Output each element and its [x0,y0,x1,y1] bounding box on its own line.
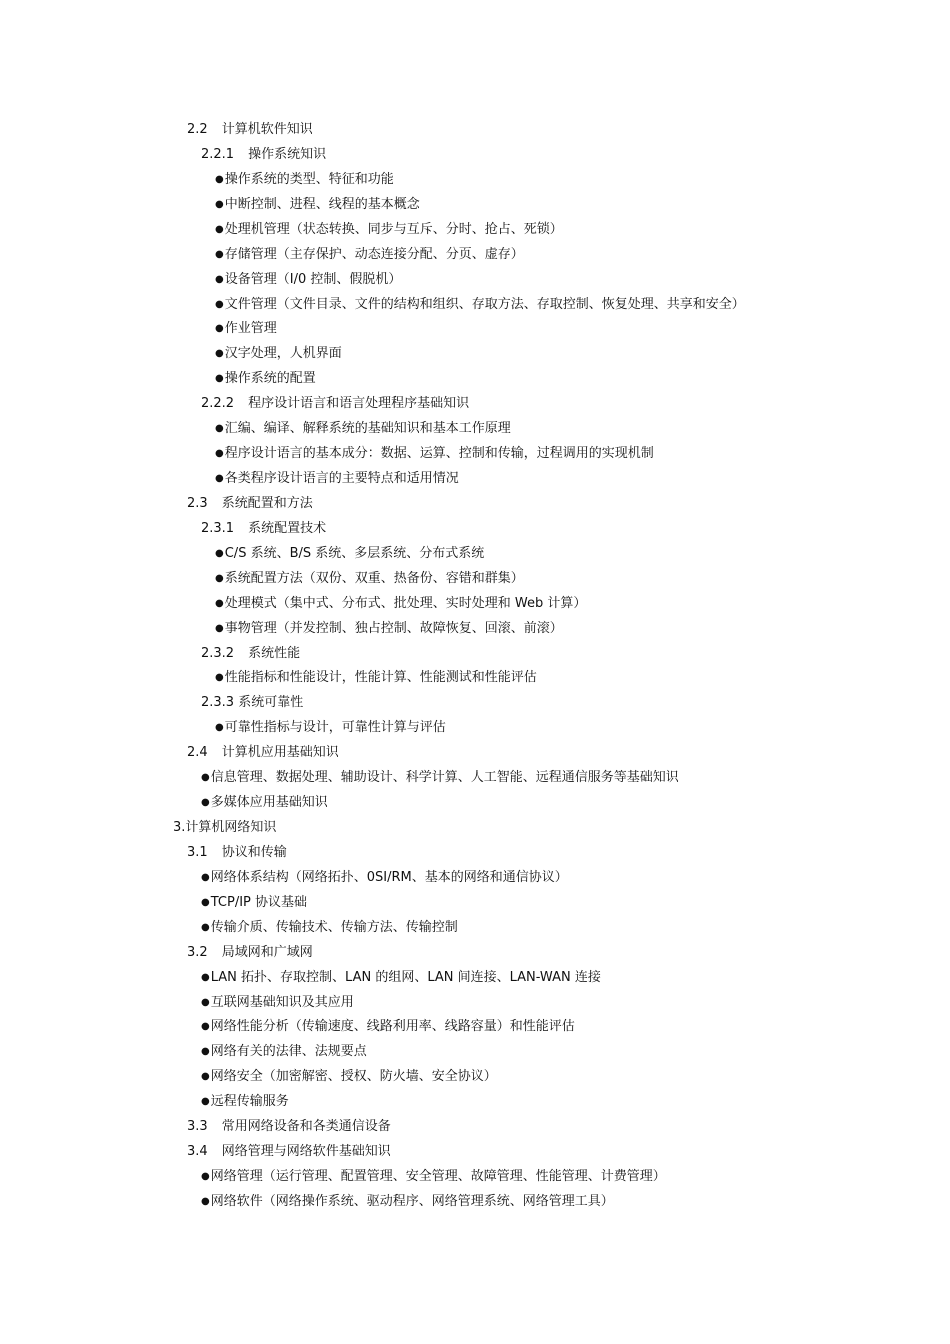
section-heading [0,694,950,712]
line-text: 存储管理（主存保护、动态连接分配、分页、虚存） [224,247,524,262]
line-text: C/S 系统、B/S 系统、多层系统、分布式系统 [224,546,485,561]
bullet-item [0,171,950,189]
line-text: 性能指标和性能设计，性能计算、性能测试和性能评估 [224,670,537,685]
line-text: 操作系统的配置 [224,371,316,386]
line-text: 汉字处理，人机界面 [224,346,342,361]
bullet-item [0,769,950,787]
line-text: 可靠性指标与设计，可靠性计算与评估 [224,720,446,735]
line-text: 计算机软件知识 [221,122,313,137]
bullet-dot-icon: ● [215,199,224,210]
bullet-dot-icon: ● [201,1096,210,1107]
bullet-item [0,669,950,687]
bullet-item [0,894,950,912]
bullet-dot-icon: ● [201,797,210,808]
line-text: 系统配置方法（双份、双重、热备份、容错和群集） [224,571,524,586]
line-text: 网络体系结构（网络拓扑、0SI/RM、基本的网络和通信协议） [210,870,568,885]
bullet-dot-icon: ● [201,772,210,783]
line-text: 传输介质、传输技术、传输方法、传输控制 [210,920,458,935]
bullet-dot-icon: ● [215,548,224,559]
line-text: 程序设计语言和语言处理程序基础知识 [248,396,470,411]
line-text: 操作系统的类型、特征和功能 [224,172,394,187]
line-text: 网络有关的法律、法规要点 [210,1044,367,1059]
bullet-item [0,345,950,363]
section-number: 2.4 [187,745,208,760]
bullet-dot-icon: ● [201,1021,210,1032]
line-text: 各类程序设计语言的主要特点和适用情况 [224,471,459,486]
bullet-item [0,794,950,812]
bullet-dot-icon: ● [215,672,224,683]
bullet-dot-icon: ● [201,997,210,1008]
bullet-item [0,719,950,737]
section-heading [0,1118,950,1136]
line-text: 网络安全（加密解密、授权、防火墙、安全协议） [210,1069,497,1084]
line-text: 局域网和广域网 [221,945,313,960]
bullet-dot-icon: ● [215,174,224,185]
section-number: 2.3 [187,496,208,511]
bullet-item [0,370,950,388]
bullet-item [0,1168,950,1186]
line-text: 系统配置和方法 [221,496,313,511]
section-number: 2.3.1 [201,521,235,536]
bullet-dot-icon: ● [201,897,210,908]
line-text: 作业管理 [224,321,277,336]
section-number: 3.1 [187,845,208,860]
line-text: 中断控制、进程、线程的基本概念 [224,197,420,212]
bullet-dot-icon: ● [201,1171,210,1182]
line-text: 汇编、编译、解释系统的基础知识和基本工作原理 [224,421,511,436]
line-text: 事物管理（并发控制、独占控制、故障恢复、回滚、前滚） [224,621,563,636]
bullet-item [0,420,950,438]
section-heading [0,495,950,513]
bullet-item [0,595,950,613]
section-number: 2.2 [187,122,208,137]
bullet-dot-icon: ● [215,448,224,459]
line-text: 多媒体应用基础知识 [210,795,328,810]
bullet-item [0,969,950,987]
line-text: 协议和传输 [221,845,287,860]
line-text: 远程传输服务 [210,1094,289,1109]
bullet-dot-icon: ● [215,573,224,584]
bullet-item [0,919,950,937]
line-text: 操作系统知识 [248,147,327,162]
bullet-dot-icon: ● [201,972,210,983]
bullet-item [0,271,950,289]
section-heading [0,844,950,862]
bullet-item [0,1043,950,1061]
line-text: 网络管理（运行管理、配置管理、安全管理、故障管理、性能管理、计费管理） [210,1169,666,1184]
section-heading [0,520,950,538]
bullet-item [0,994,950,1012]
bullet-item [0,246,950,264]
bullet-item [0,196,950,214]
line-text: 网络管理与网络软件基础知识 [221,1144,391,1159]
bullet-item [0,620,950,638]
line-text: 计算机应用基础知识 [221,745,339,760]
bullet-dot-icon: ● [215,473,224,484]
section-number: 2.2.2 [201,396,235,411]
bullet-item [0,470,950,488]
bullet-dot-icon: ● [215,722,224,733]
bullet-dot-icon: ● [215,623,224,634]
line-text: TCP/IP 协议基础 [210,895,308,910]
line-text: 2.3.3 系统可靠性 [201,695,304,710]
bullet-item [0,869,950,887]
line-text: 3.计算机网络知识 [173,820,277,835]
line-text: 系统性能 [248,646,301,661]
line-text: 程序设计语言的基本成分：数据、运算、控制和传输，过程调用的实现机制 [224,446,654,461]
bullet-dot-icon: ● [215,423,224,434]
line-text: 网络软件（网络操作系统、驱动程序、网络管理系统、网络管理工具） [210,1194,614,1209]
line-text: 处理模式（集中式、分布式、批处理、实时处理和 Web 计算） [224,596,587,611]
section-number: 3.2 [187,945,208,960]
bullet-item [0,296,950,314]
section-heading [0,1143,950,1161]
bullet-dot-icon: ● [215,224,224,235]
bullet-dot-icon: ● [215,598,224,609]
bullet-dot-icon: ● [215,348,224,359]
section-heading [0,645,950,663]
bullet-item [0,570,950,588]
line-text: 互联网基础知识及其应用 [210,995,354,1010]
bullet-item [0,1068,950,1086]
bullet-dot-icon: ● [215,249,224,260]
bullet-dot-icon: ● [201,1046,210,1057]
bullet-item [0,1193,950,1211]
section-heading [0,744,950,762]
line-text: 信息管理、数据处理、辅助设计、科学计算、人工智能、远程通信服务等基础知识 [210,770,679,785]
bullet-item [0,545,950,563]
bullet-dot-icon: ● [201,922,210,933]
line-text: 文件管理（文件目录、文件的结构和组织、存取方法、存取控制、恢复处理、共享和安全） [224,297,745,312]
bullet-item [0,1018,950,1036]
section-number: 3.4 [187,1144,208,1159]
section-heading [0,121,950,139]
bullet-dot-icon: ● [215,274,224,285]
line-text: 设备管理（I/0 控制、假脱机） [224,272,402,287]
line-text: 网络性能分析（传输速度、线路利用率、线路容量）和性能评估 [210,1019,575,1034]
section-heading [0,819,950,837]
bullet-dot-icon: ● [201,872,210,883]
line-text: 处理机管理（状态转换、同步与互斥、分时、抢占、死锁） [224,222,563,237]
line-text: 系统配置技术 [248,521,327,536]
bullet-dot-icon: ● [215,299,224,310]
bullet-dot-icon: ● [201,1196,210,1207]
bullet-item [0,221,950,239]
section-heading [0,944,950,962]
section-number: 3.3 [187,1119,208,1134]
section-heading [0,395,950,413]
section-number: 2.3.2 [201,646,235,661]
line-text: LAN 拓扑、存取控制、LAN 的组网、LAN 间连接、LAN-WAN 连接 [210,970,601,985]
section-heading [0,146,950,164]
section-number: 2.2.1 [201,147,235,162]
bullet-dot-icon: ● [215,323,224,334]
line-text: 常用网络设备和各类通信设备 [221,1119,391,1134]
bullet-item [0,445,950,463]
bullet-item [0,1093,950,1111]
bullet-item [0,320,950,338]
bullet-dot-icon: ● [215,373,224,384]
bullet-dot-icon: ● [201,1071,210,1082]
